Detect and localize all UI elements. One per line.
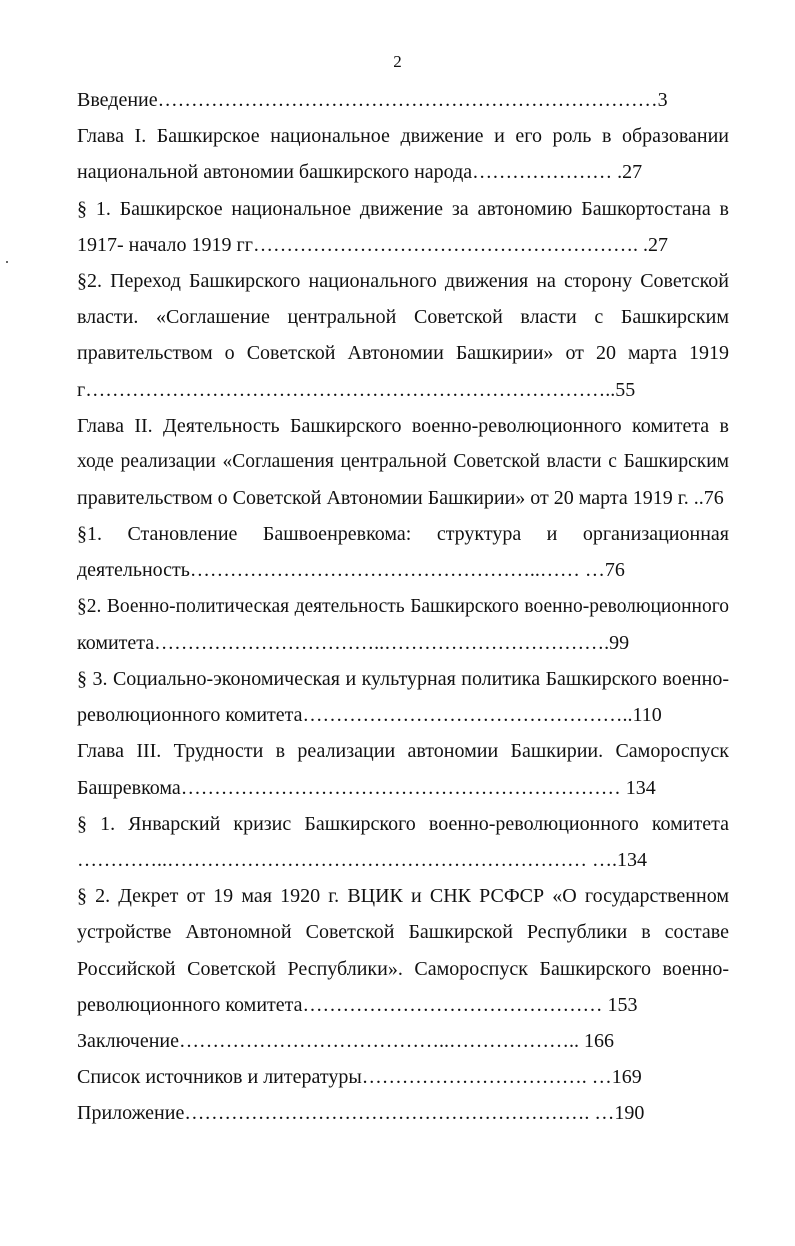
toc-line: §2. Военно-политическая деятельность Башкирского военно-революционного — [77, 595, 729, 617]
toc-line: § 3. Социально-экономическая и культурная политика Башкирского военно- — [77, 668, 729, 690]
toc-line: деятельность……………………………………………..…… …76 — [77, 559, 625, 582]
toc-line: устройстве Автономной Советской Башкирской Республики в составе — [77, 921, 729, 944]
toc-line: …………..……………………………………………………… ….134 — [77, 848, 647, 871]
toc-line: § 1. Январский кризис Башкирского военно-революционного комитета — [77, 812, 729, 835]
page-number: 2 — [393, 52, 402, 71]
toc-line: Заключение…………………………………..……………….. 166 — [77, 1029, 614, 1052]
toc-line: национальной автономии башкирского народа………………… .27 — [77, 161, 643, 184]
toc-line: революционного комитета……………………………………… 153 — [77, 993, 638, 1016]
toc-line: §1. Становление Башвоенревкома: структура и организационная — [77, 523, 729, 546]
table-of-contents — [77, 82, 729, 1131]
toc-line: Глава III. Трудности в реализации автономии Башкирии. Самороспуск — [77, 740, 729, 763]
toc-line: 1917- начало 1919 гг…………………………………………………. .27 — [77, 233, 668, 256]
toc-line: правительством о Советской Автономии Башкирии» от 20 марта 1919 — [77, 342, 729, 365]
toc-line: г……………………………………………………………………..55 — [77, 378, 636, 401]
toc-line: правительством о Советской Автономии Башкирии» от 20 марта 1919 г. ..76 — [77, 487, 724, 510]
toc-line: ходе реализации «Соглашения центральной Советской власти с Башкирским — [77, 450, 729, 472]
toc-line: § 2. Декрет от 19 мая 1920 г. ВЦИК и СНК РСФСР «О государственном — [77, 885, 729, 908]
toc-line: революционного комитета…………………………………………..110 — [77, 704, 662, 727]
toc-line: Введение…………………………………………………………………3 — [77, 89, 668, 111]
toc-line: §2. Переход Башкирского национального движения на сторону Советской — [77, 269, 729, 292]
toc-line: Список источников и литературы……………………………. …169 — [77, 1066, 642, 1089]
toc-line: комитета……………………………..…………………………….99 — [77, 631, 630, 654]
toc-line: Российской Советской Республики». Самороспуск Башкирского военно- — [77, 957, 729, 980]
scan-speck — [6, 261, 8, 263]
toc-line: Приложение……………………………………………………. …190 — [77, 1102, 645, 1125]
toc-line: § 1. Башкирское национальное движение за автономию Башкортостана в — [77, 197, 729, 220]
toc-line: власти. «Соглашение центральной Советской власти с Башкирским — [77, 306, 729, 329]
toc-line: Башревкома………………………………………………………… 134 — [77, 776, 656, 799]
toc-line: Глава I. Башкирское национальное движение и его роль в образовании — [77, 125, 729, 148]
toc-line: Глава II. Деятельность Башкирского военно-революционного комитета в — [77, 414, 729, 437]
